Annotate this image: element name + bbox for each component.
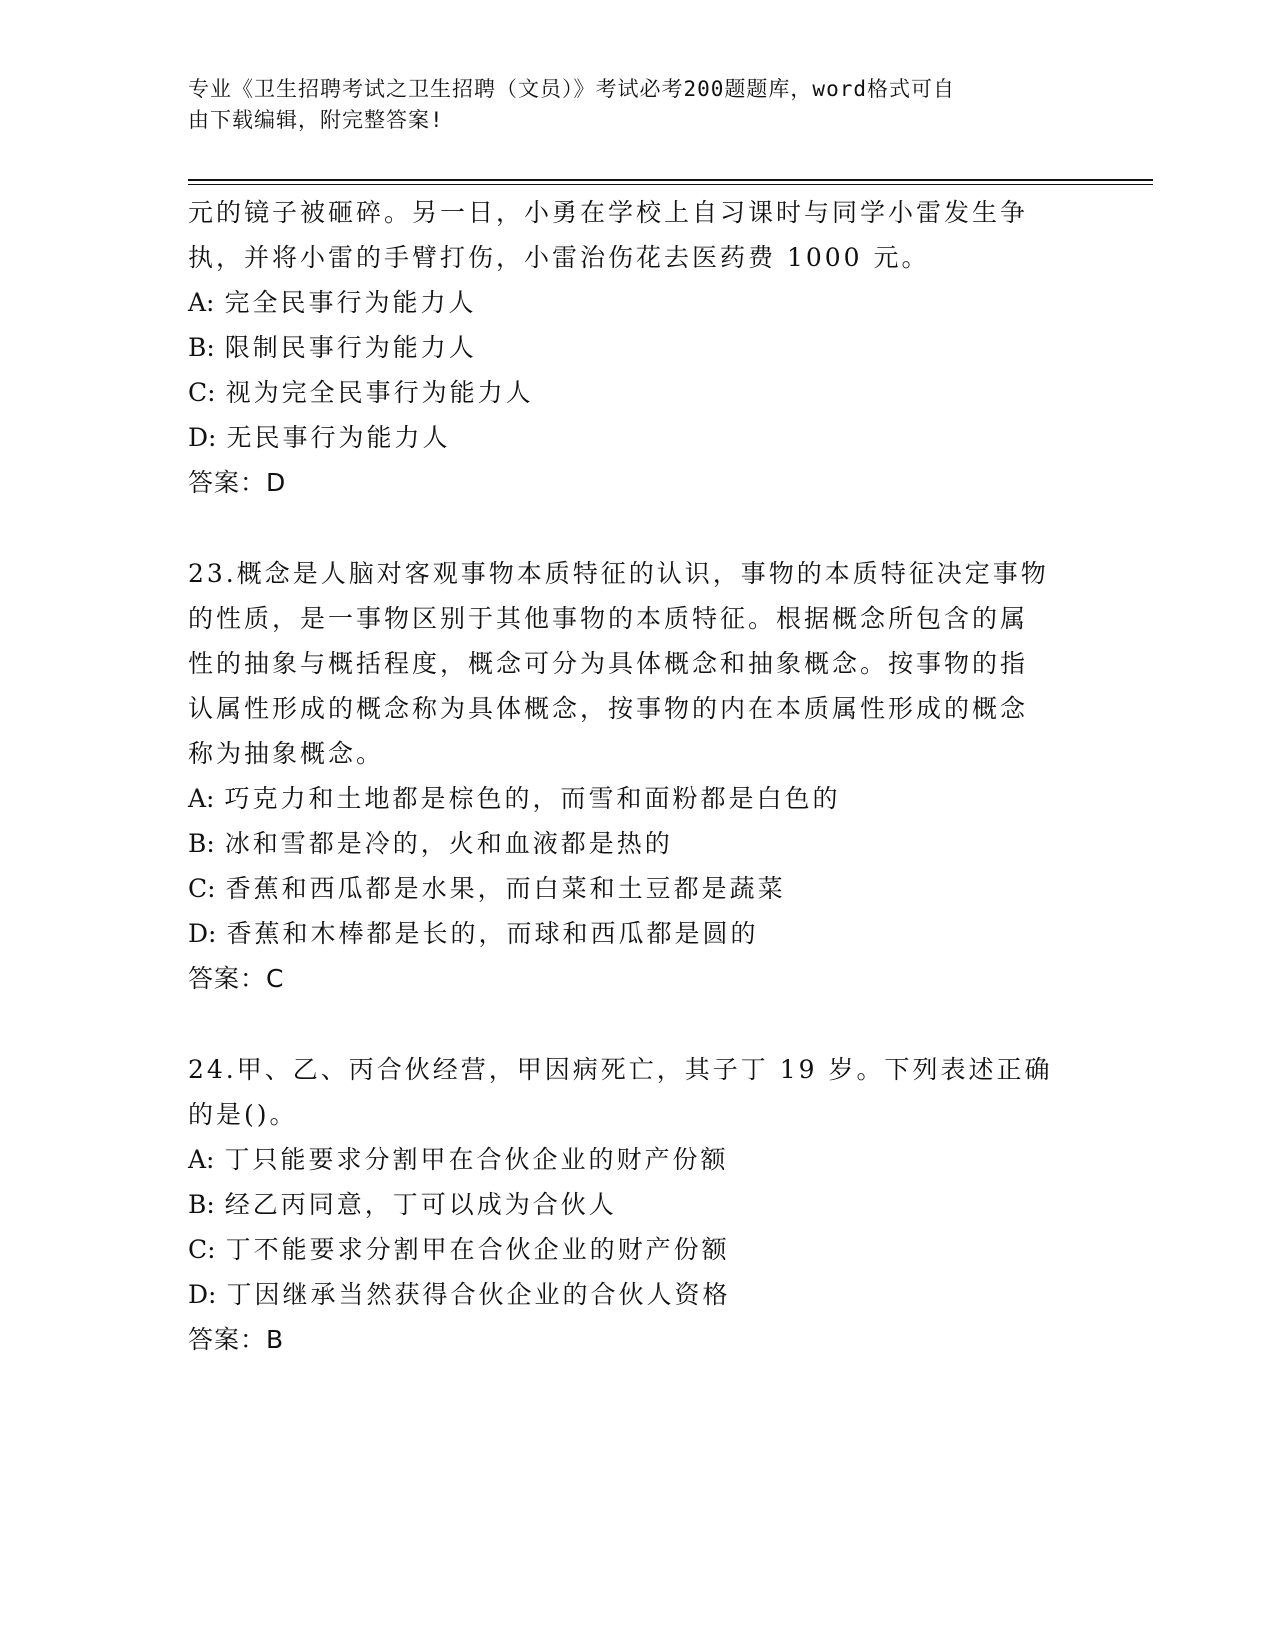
- option-text: 限制民事行为能力人: [224, 333, 477, 362]
- option-text: 视为完全民事行为能力人: [225, 378, 534, 407]
- question-23: [188, 551, 1088, 1001]
- option-key: C:: [188, 1235, 216, 1264]
- option-a: [188, 1137, 1088, 1182]
- option-key: D:: [188, 1280, 217, 1309]
- option-text: 完全民事行为能力人: [224, 288, 477, 317]
- question-text-line: 认属性形成的概念称为具体概念，按事物的内在本质属性形成的概念: [188, 694, 1029, 723]
- option-text: 冰和雪都是冷的，火和血液都是热的: [224, 829, 673, 858]
- option-key: B:: [188, 1190, 215, 1219]
- option-text: 香蕉和西瓜都是水果，而白菜和土豆都是蔬菜: [225, 874, 786, 903]
- question-text-line: 24.甲、乙、丙合伙经营，甲因病死亡，其子丁 19 岁。下列表述正确: [188, 1055, 1053, 1084]
- document-body: [188, 190, 1088, 1362]
- option-c: [188, 866, 1088, 911]
- option-d: [188, 1272, 1088, 1317]
- option-key: A:: [188, 784, 215, 813]
- option-b: [188, 325, 1088, 370]
- option-b: [188, 821, 1088, 866]
- question-text-line: 的是()。: [188, 1100, 298, 1129]
- option-key: C:: [188, 378, 216, 407]
- option-d: [188, 415, 1088, 460]
- option-key: C:: [188, 874, 216, 903]
- header-divider-thin: [188, 184, 1153, 185]
- option-key: B:: [188, 333, 215, 362]
- question-24: [188, 1047, 1088, 1362]
- option-text: 无民事行为能力人: [226, 423, 451, 452]
- header-divider-thick: [188, 179, 1153, 181]
- option-text: 丁只能要求分割甲在合伙企业的财产份额: [224, 1145, 729, 1174]
- answer-line: 答案：C: [188, 964, 285, 993]
- spacer: [188, 505, 1088, 551]
- question-text-line: 执，并将小雷的手臂打伤，小雷治伤花去医药费 1000 元。: [188, 243, 930, 272]
- option-key: A:: [188, 288, 215, 317]
- question-text-line: 的性质，是一事物区别于其他事物的本质特征。根据概念所包含的属: [188, 604, 1029, 633]
- option-b: [188, 1182, 1088, 1227]
- option-key: D:: [188, 423, 217, 452]
- header-line-2: 由下载编辑，附完整答案!: [188, 108, 444, 132]
- option-c: [188, 1227, 1088, 1272]
- question-text-line: 元的镜子被砸碎。另一日，小勇在学校上自习课时与同学小雷发生争: [188, 198, 1029, 227]
- spacer: [188, 1001, 1088, 1047]
- option-key: B:: [188, 829, 215, 858]
- answer-line: 答案：B: [188, 1325, 285, 1354]
- question-text-line: 23.概念是人脑对客观事物本质特征的认识，事物的本质特征决定事物: [188, 559, 1049, 588]
- option-a: [188, 280, 1088, 325]
- option-c: [188, 370, 1088, 415]
- option-d: [188, 911, 1088, 956]
- question-22-continued: [188, 190, 1088, 505]
- header-line-1: 专业《卫生招聘考试之卫生招聘（文员）》考试必考200题题库，word格式可自: [188, 77, 955, 101]
- option-a: [188, 776, 1088, 821]
- option-text: 香蕉和木棒都是长的，而球和西瓜都是圆的: [226, 919, 759, 948]
- question-text-line: 称为抽象概念。: [188, 739, 385, 768]
- option-text: 巧克力和土地都是棕色的，而雪和面粉都是白色的: [224, 784, 841, 813]
- option-text: 丁因继承当然获得合伙企业的合伙人资格: [226, 1280, 731, 1309]
- document-header: [188, 74, 1068, 136]
- option-key: D:: [188, 919, 217, 948]
- question-text-line: 性的抽象与概括程度，概念可分为具体概念和抽象概念。按事物的指: [188, 649, 1029, 678]
- option-key: A:: [188, 1145, 215, 1174]
- answer-line: 答案：D: [188, 468, 287, 497]
- option-text: 经乙丙同意，丁可以成为合伙人: [224, 1190, 617, 1219]
- option-text: 丁不能要求分割甲在合伙企业的财产份额: [225, 1235, 730, 1264]
